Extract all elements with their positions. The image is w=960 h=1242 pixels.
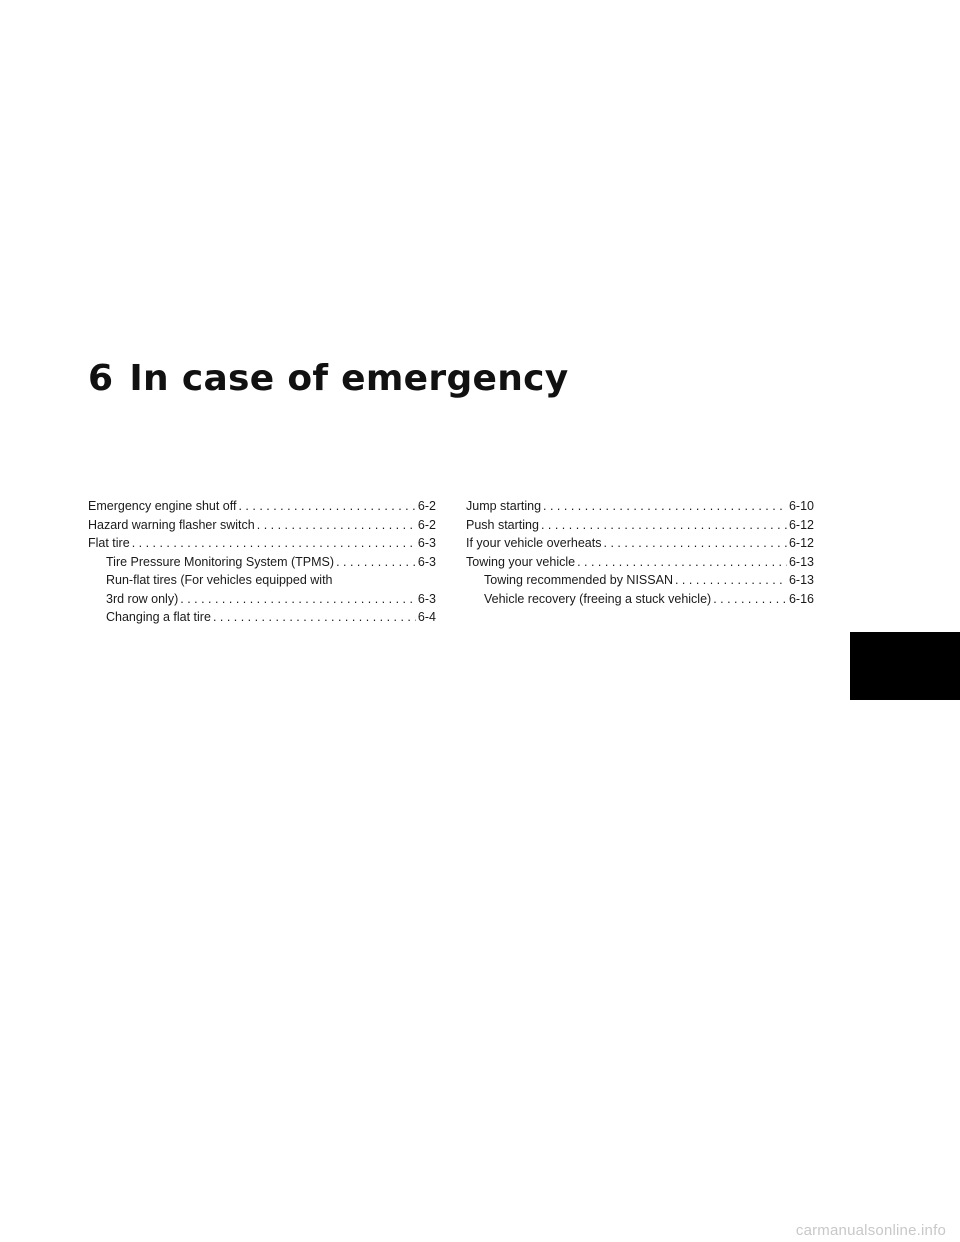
toc-entry-vehicle-recovery[interactable] — [466, 590, 814, 609]
toc-entry-label: Run-flat tires (For vehicles equipped with — [106, 573, 333, 587]
toc-entry-tpms[interactable] — [88, 553, 436, 572]
toc-leader-dots — [577, 553, 787, 572]
toc-entry-page: 6-13 — [788, 573, 814, 587]
toc-entry-emergency-engine-shut-off[interactable] — [88, 497, 436, 516]
toc-leader-dots — [543, 497, 787, 516]
toc-leader-dots — [336, 553, 416, 572]
watermark-text: carmanualsonline.info — [795, 1222, 946, 1239]
toc-leader-dots — [675, 571, 787, 590]
toc-entry-page: 6-3 — [417, 536, 436, 550]
toc-leader-dots — [238, 497, 415, 516]
toc-entry-run-flat-tires-line1[interactable] — [88, 571, 436, 590]
toc-entry-label: Towing your vehicle — [466, 554, 576, 569]
toc-entry-flat-tire[interactable] — [88, 534, 436, 553]
toc-leader-dots — [713, 590, 787, 609]
toc-entry-if-your-vehicle-overheats[interactable] — [466, 534, 814, 553]
toc-leader-dots — [132, 534, 416, 553]
toc-entry-push-starting[interactable] — [466, 516, 814, 535]
toc-entry-page: 6-2 — [417, 517, 436, 532]
toc-entry-label: If your vehicle overheats — [466, 536, 602, 550]
toc-leader-dots — [257, 516, 416, 535]
toc-entry-page: 6-16 — [788, 591, 814, 606]
toc-entry-label: Changing a flat tire — [106, 610, 211, 624]
toc-left-column — [88, 497, 436, 627]
toc-entry-label: Hazard warning flasher switch — [88, 517, 255, 532]
chapter-title-text: In case of emergency — [129, 358, 569, 399]
chapter-number: 6 — [88, 358, 114, 399]
toc-entry-page: 6-3 — [417, 554, 436, 569]
toc-entry-label: Flat tire — [88, 536, 130, 550]
toc-entry-label: Push starting — [466, 517, 539, 532]
chapter-tab-marker — [850, 632, 960, 700]
toc-leader-dots — [541, 516, 787, 535]
toc-entry-page: 6-12 — [788, 536, 814, 550]
toc-entry-label: Tire Pressure Monitoring System (TPMS) — [106, 554, 335, 569]
toc-entry-label: Vehicle recovery (freeing a stuck vehicle) — [484, 591, 712, 606]
toc-entry-page: 6-4 — [417, 610, 436, 624]
toc-right-column — [466, 497, 814, 608]
toc-entry-towing-recommended-by-nissan[interactable] — [466, 571, 814, 590]
toc-entry-page: 6-12 — [788, 517, 814, 532]
toc-entry-label: 3rd row only) — [106, 591, 179, 606]
toc-entry-label: Towing recommended by NISSAN — [484, 573, 673, 587]
toc-entry-changing-a-flat-tire[interactable] — [88, 608, 436, 627]
toc-entry-page: 6-2 — [417, 499, 436, 513]
toc-entry-label: Jump starting — [466, 499, 542, 513]
toc-entry-page: 6-10 — [788, 499, 814, 513]
toc-leader-dots — [180, 590, 416, 609]
toc-entry-page: 6-3 — [417, 591, 436, 606]
toc-entry-page: 6-13 — [788, 554, 814, 569]
chapter-title — [88, 358, 569, 399]
toc-entry-towing-your-vehicle[interactable] — [466, 553, 814, 572]
toc-leader-dots — [604, 534, 787, 553]
toc-entry-label: Emergency engine shut off — [88, 499, 237, 513]
toc-leader-dots — [213, 608, 416, 627]
toc-entry-hazard-warning-flasher-switch[interactable] — [88, 516, 436, 535]
toc-entry-jump-starting[interactable] — [466, 497, 814, 516]
toc-entry-run-flat-tires-line2[interactable] — [88, 590, 436, 609]
